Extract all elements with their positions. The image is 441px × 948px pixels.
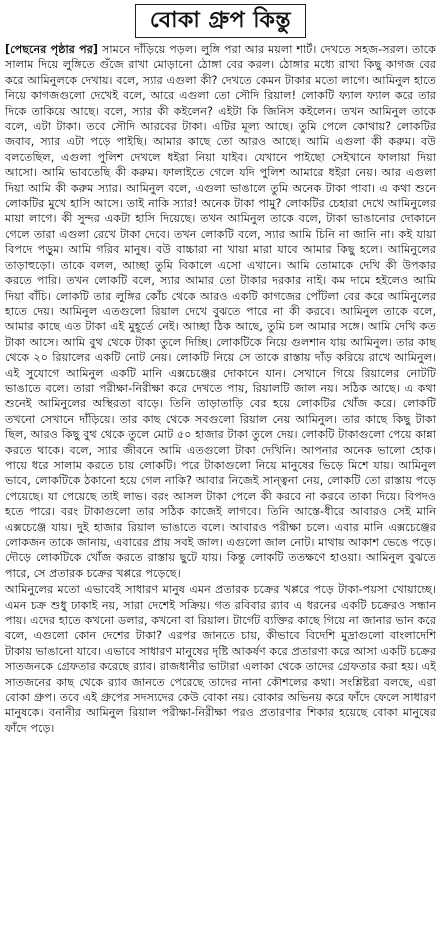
- headline-container: [5, 4, 436, 42]
- article-paragraph-1: [5, 42, 436, 581]
- article-paragraph-2: আমিনুলের মতো এভাবেই সাধারণ মানুষ এমন প্রতারক চক্রের খপ্পরে পড়ে টাকা-পয়সা খোয়াচ্ছে। এমন চক্র শুধু ঢাকাই নয়, সারা দেশেই সক্রিয়। গত রবিবার র‌্যাব এ ধরনের একটি চক্রেরও সন্ধান পায়। এদের হাতে কখনো ডলার, কখনো বা রিয়াল। টার্গেট ব্যক্তির কাছে গিয়ে না জানার ভান করে বলে, এগুলো কোন দেশের টাকা? এরপর জানতে চায়, কীভাবে বিদেশি মুদ্রাগুলো বাংলাদেশি টাকায় ভাঙানো যাবে। এভাবে সাধারণ মানুষের দৃষ্টি আকর্ষণ করে প্রতারণা করে আসা একটি চক্রের সাতজনকে গ্রেফতার করেছে র‌্যাব। রাজধানীর ভাটারা এলাকা থেকে তাদের গ্রেফতার করা হয়। এই সাতজনের কাছ থেকে র‌্যাব জানতে পেরেছে তাদের নানা কৌশলের কথা। সংশ্লিষ্টরা বলছে, এরা বোকা গ্রুপ। তবে এই গ্রুপের সদস্যদের কেউ বোকা নয়। বোকার অভিনয় করে ফাঁদে ফেলে সাধারণ মানুষকে। বনানীর আমিনুল রিয়াল পরীক্ষা-নিরীক্ষা পরও প্রতারণার শিকার হয়েছে বোকা মানুষের ফাঁদে পড়ে।: [5, 583, 436, 735]
- article-body: [5, 42, 436, 736]
- paragraph-1-text: সামনে দাঁড়িয়ে পড়ল। লুঙ্গি পরা আর ময়লা শার্ট। দেখতে সহজ-সরল। তাকে সালাম দিয়ে লুঙ্গিতে গুঁজে রাখা মোড়ানো ঠোঙ্গা বের করল। ঠোঙ্গার মধ্যে রাখা কিছু কাগজ বের করে আমিনুলকে দেখায়। বলে, স্যার এগুলা কী? দেখতে কেমন টাকার মতো লাগে। আমিনুল হাতে নিয়ে কাগজগুলো দেখেই বলে, আরে এগুলা তো সৌদি রিয়াল! লোকটি ফ্যাল ফ্যাল করে তার দিকে তাকিয়ে আছে। বলে, স্যার কী কইলেন? এইটা কি জিনিস কইলেন। তখন আমিনুল তাকে বলে, এটা টাকা। তবে সৌদি আরবের টাকা। এটির মূল্য আছে। তুমি পেলে কোথায়? লোকটির জবাব, স্যার এটা পড়ে পাইছি। আমার কাছে তো আরও আছে। আমি এগুলা কী করুম। বউ বলতেছিল, এগুলা পুলিশ দেখলে ধইরা নিয়া যাইব। যেখানে পাইছো সেইখানে ফালায়া দিয়া আসো। আমি ভাবতেছি কী করুম। ফালাইতে গেলে যদি পুলিশ আমারে ধইরা নেয়। আর এগুলা দিয়া আমি কী করুম স্যার। আমিনুল বলে, এগুলা ভাঙালে তুমি অনেক টাকা পাবা। এ কথা শুনে লোকটির মুখে হাসি আসে। তাই নাকি স্যার! অনেক টাকা পামু? লোকটির চেহারা দেখে আমিনুলের মায়া লাগে। কী সুন্দর একটা হাসি দিয়েছে। তখন আমিনুল তাকে বলে, টাকা ভাঙানোর দোকানে গেলে তারা এগুলা রেখে টাকা দেবে। তখন লোকটি বলে, স্যার আমি চিনি না জানি না। কই যায়া বিপদে পড়ুম। আমি গরিব মানুষ। বউ বাচ্চারা না খায়া মারা যাবে আমার কিছু হলে। আমিনুলের তাড়াহুড়ো। তাকে বলল, আচ্ছা তুমি বিকালে এসো এখানে। আমি তোমাকে দেখি কী উপকার করতে পারি। তখন লোকটি বলে, স্যার আমার তো টাকার দরকার নাই। কম দামে হইলেও আমি দিয়া বাঁচি। লোকটি তার লুঙ্গির কোঁচ থেকে আরও একটি কাগজের পোঁটলা বের করে আমিনুলের হাতে দেয়। আমিনুল এতগুলো রিয়াল দেখে বুঝতে পারে না কী করবে। আমিনুল তাকে বলে, আমার কাছে এত টাকা এই মুহূর্তে নেই। আচ্ছা ঠিক আছে, তুমি চল আমার সঙ্গে। আমি দেখি কত টাকা আসে। আমি বুথ থেকে টাকা তুলে দিচ্ছি। লোকটিকে নিয়ে গুলশান যায় আমিনুল। তার কাছ থেকে ২০ রিয়ালের একটি নোট নেয়। লোকটি নিয়ে সে তাকে রাস্তায় দাঁড় করিয়ে রাখে আমিনুল। এই সুযোগে আমিনুল একটি মানি এক্সচেঞ্জের দোকানে যান। সেখানে গিয়ে রিয়ালের নোটটি ভাঙাতে বলে। তারা পরীক্ষা-নিরীক্ষা করে দেখতে পায়, রিয়ালটি জাল নয়। সঠিক আছে। এ কথা শুনেই আমিনুলের অস্থিরতা বাড়ে। তিনি তাড়াতাড়ি বের হয়ে লোকটির খোঁজ করে। লোকটি তখনো সেখানে দাঁড়িয়ে। তার কাছ থেকে সবগুলো রিয়াল নেয় আমিনুল। তার কাছে কিছু টাকা ছিল, আরও কিছু বুথ থেকে তুলে মোট ৫০ হাজার টাকা তুলে দেয়। লোকটি টাকাগুলো পেয়ে কান্না করতে থাকে। বলে, স্যার জীবনে আমি এতগুলো টাকা দেখিনি। আপনার অনেক ভালো হোক। পায়ে ধরে সালাম করতে চায় লোকটি। পরে টাকাগুলো নিয়ে মানুষের ভিড়ে মিশে যায়। আমিনুল ভাবে, লোকটিকে ঠকানো হয়ে গেল নাকি? আবার নিজেই সান্ত্বনা নেয়, লোকটি তো রাস্তায় পড়ে পেয়েছে। যা পেয়েছে তাই লাভ। বরং আসল টাকা পেলে কী করবে না করবে তাকা দিয়ে। বিপদও হতে পারে। বরং টাকাগুলো তার সঠিক কাজেই লাগবে। তিনি আস্তে-ধীরে আবারও সেই মানি এক্সচেঞ্জে যায়। দুই হাজার রিয়াল ভাঙাতে বলে। আবারও পরীক্ষা চলে। এবার মানি এক্সচেঞ্জের লোকজন তাকে জানায়, এবারের প্রায় সবই জাল। এগুলো জাল নোট। মাথায় আকাশ ভেঙে পড়ে। দৌড়ে লোকটিকে খোঁজ করতে রাস্তায় ছুটে যায়। কিন্তু লোকটি ততক্ষণে হাওয়া। আমিনুল বুঝতে পারে, সে প্রতারক চক্রের খপ্পরে পড়েছে।: [5, 43, 436, 580]
- article-headline: বোকা গ্রুপ কিন্তু: [135, 4, 306, 38]
- continued-from-label: [পেছনের পৃষ্ঠার পর]: [5, 43, 99, 56]
